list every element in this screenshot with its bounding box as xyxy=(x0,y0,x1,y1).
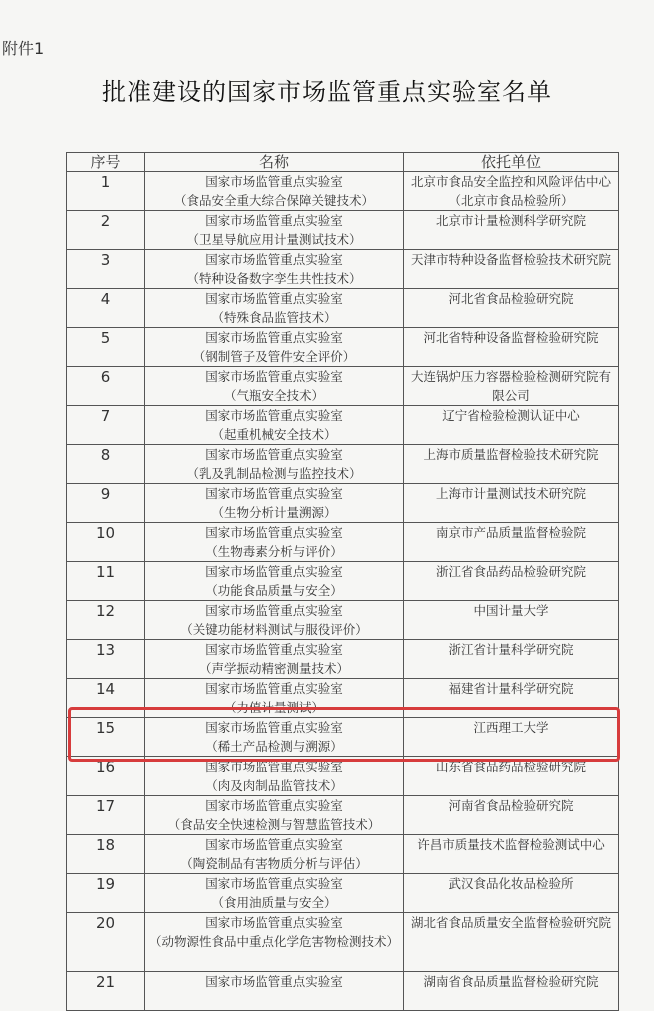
lab-focus-line: （生物分析计量溯源） xyxy=(211,505,337,520)
lab-focus-line: （声学振动精密测量技术） xyxy=(198,661,349,676)
lab-focus-line: （功能食品质量与安全） xyxy=(205,583,343,598)
lab-focus-line: （乳及乳制品检测与监控技术） xyxy=(186,466,362,481)
lab-name-line: 国家市场监管重点实验室 xyxy=(205,174,343,189)
column-header-name: 名称 xyxy=(145,153,404,172)
row-number: 13 xyxy=(67,640,145,679)
lab-name-cell xyxy=(145,172,404,211)
lab-name-cell xyxy=(145,640,404,679)
table-row xyxy=(67,406,619,445)
host-organization-cell: 上海市质量监督检验技术研究院 xyxy=(404,445,619,484)
lab-focus-line: （食用油质量与安全） xyxy=(211,895,337,910)
table-row xyxy=(67,796,619,835)
table-row xyxy=(67,211,619,250)
lab-name-line: 国家市场监管重点实验室 xyxy=(205,252,343,267)
table-row xyxy=(67,718,619,757)
lab-focus-line: （气瓶安全技术） xyxy=(223,388,324,403)
row-number: 9 xyxy=(67,484,145,523)
lab-focus-line: （特殊食品监管技术） xyxy=(211,310,337,325)
host-organization-cell: 中国计量大学 xyxy=(404,601,619,640)
row-number: 8 xyxy=(67,445,145,484)
lab-name-line: 国家市场监管重点实验室 xyxy=(205,486,343,501)
lab-name-cell xyxy=(145,289,404,328)
lab-name-cell xyxy=(145,211,404,250)
page-title: 批准建设的国家市场监管重点实验室名单 xyxy=(102,78,552,106)
table-row xyxy=(67,835,619,874)
table-row xyxy=(67,289,619,328)
lab-name-line: 国家市场监管重点实验室 xyxy=(205,798,343,813)
host-organization-cell: 武汉食品化妆品检验所 xyxy=(404,874,619,913)
host-organization-cell: 大连锅炉压力容器检验检测研究院有限公司 xyxy=(404,367,619,406)
lab-focus-line: （陶瓷制品有害物质分析与评估） xyxy=(180,856,368,871)
host-organization-cell: 辽宁省检验检测认证中心 xyxy=(404,406,619,445)
lab-name-line: 国家市场监管重点实验室 xyxy=(205,915,343,930)
row-number: 20 xyxy=(67,913,145,972)
row-number: 12 xyxy=(67,601,145,640)
host-organization-cell: 南京市产品质量监督检验院 xyxy=(404,523,619,562)
table-row xyxy=(67,523,619,562)
table-body xyxy=(67,172,619,1011)
row-number: 18 xyxy=(67,835,145,874)
lab-name-cell xyxy=(145,367,404,406)
row-number: 7 xyxy=(67,406,145,445)
row-number: 5 xyxy=(67,328,145,367)
lab-name-line: 国家市场监管重点实验室 xyxy=(205,876,343,891)
column-header-organization: 依托单位 xyxy=(404,153,619,172)
lab-focus-line: （起重机械安全技术） xyxy=(211,427,337,442)
lab-name-cell xyxy=(145,406,404,445)
lab-focus-line: （特种设备数字孪生共性技术） xyxy=(186,271,362,286)
table-row xyxy=(67,874,619,913)
lab-name-cell xyxy=(145,796,404,835)
row-number: 2 xyxy=(67,211,145,250)
row-number: 1 xyxy=(67,172,145,211)
row-number: 3 xyxy=(67,250,145,289)
lab-name-line: 国家市场监管重点实验室 xyxy=(205,447,343,462)
row-number: 15 xyxy=(67,718,145,757)
lab-name-line: 国家市场监管重点实验室 xyxy=(205,974,343,989)
lab-focus-line: （稀土产品检测与溯源） xyxy=(205,739,343,754)
row-number: 21 xyxy=(67,972,145,1011)
lab-name-line: 国家市场监管重点实验室 xyxy=(205,369,343,384)
row-number: 4 xyxy=(67,289,145,328)
lab-focus-line: （钢制管子及管件安全评价） xyxy=(192,349,356,364)
lab-name-line: 国家市场监管重点实验室 xyxy=(205,330,343,345)
lab-focus-line: （动物源性食品中重点化学危害物检测技术） xyxy=(148,934,399,949)
lab-name-line: 国家市场监管重点实验室 xyxy=(205,525,343,540)
lab-focus-line: （关键功能材料测试与服役评价） xyxy=(180,622,368,637)
lab-name-line: 国家市场监管重点实验室 xyxy=(205,603,343,618)
attachment-label: 附件1 xyxy=(2,39,45,58)
table-row xyxy=(67,484,619,523)
host-organization-cell: 河北省食品检验研究院 xyxy=(404,289,619,328)
host-organization-cell: 河北省特种设备监督检验研究院 xyxy=(404,328,619,367)
host-organization-cell: 湖北省食品质量安全监督检验研究院 xyxy=(404,913,619,972)
lab-name-cell xyxy=(145,757,404,796)
lab-name-cell xyxy=(145,445,404,484)
lab-name-line: 国家市场监管重点实验室 xyxy=(205,213,343,228)
lab-name-line: 国家市场监管重点实验室 xyxy=(205,759,343,774)
row-number: 11 xyxy=(67,562,145,601)
lab-name-line: 国家市场监管重点实验室 xyxy=(205,681,343,696)
host-organization-cell: 北京市食品安全监控和风险评估中心（北京市食品检验所） xyxy=(404,172,619,211)
table-row xyxy=(67,172,619,211)
table-row xyxy=(67,679,619,718)
host-organization-cell: 北京市计量检测科学研究院 xyxy=(404,211,619,250)
host-organization-cell: 福建省计量科学研究院 xyxy=(404,679,619,718)
host-organization-cell: 上海市计量测试技术研究院 xyxy=(404,484,619,523)
host-organization-cell: 河南省食品检验研究院 xyxy=(404,796,619,835)
table-row xyxy=(67,913,619,972)
row-number: 14 xyxy=(67,679,145,718)
lab-focus-line: （食品安全快速检测与智慧监管技术） xyxy=(167,817,381,832)
lab-focus-line: （生物毒素分析与评价） xyxy=(205,544,343,559)
lab-list-table xyxy=(66,152,619,1011)
lab-name-cell xyxy=(145,523,404,562)
host-organization-cell: 山东省食品药品检验研究院 xyxy=(404,757,619,796)
table-row xyxy=(67,250,619,289)
lab-name-cell xyxy=(145,679,404,718)
lab-name-line: 国家市场监管重点实验室 xyxy=(205,408,343,423)
lab-name-cell xyxy=(145,913,404,972)
host-organization-cell: 天津市特种设备监督检验技术研究院 xyxy=(404,250,619,289)
lab-focus-line: （卫星导航应用计量测试技术） xyxy=(186,232,362,247)
row-number: 6 xyxy=(67,367,145,406)
lab-name-cell xyxy=(145,484,404,523)
table-header-row xyxy=(67,153,619,172)
table-row xyxy=(67,562,619,601)
host-organization-cell: 湖南省食品质量监督检验研究院 xyxy=(404,972,619,1011)
table-row xyxy=(67,640,619,679)
row-number: 16 xyxy=(67,757,145,796)
row-number: 19 xyxy=(67,874,145,913)
lab-name-cell xyxy=(145,972,404,1011)
row-number: 10 xyxy=(67,523,145,562)
lab-name-cell xyxy=(145,835,404,874)
table-row xyxy=(67,445,619,484)
row-number: 17 xyxy=(67,796,145,835)
lab-name-cell xyxy=(145,562,404,601)
lab-name-line: 国家市场监管重点实验室 xyxy=(205,837,343,852)
lab-name-line: 国家市场监管重点实验室 xyxy=(205,564,343,579)
table-row xyxy=(67,367,619,406)
table-row xyxy=(67,972,619,1011)
table-row xyxy=(67,601,619,640)
host-organization-cell: 浙江省计量科学研究院 xyxy=(404,640,619,679)
host-organization-cell: 江西理工大学 xyxy=(404,718,619,757)
lab-name-cell xyxy=(145,328,404,367)
lab-name-line: 国家市场监管重点实验室 xyxy=(205,642,343,657)
table-row xyxy=(67,328,619,367)
lab-name-cell xyxy=(145,250,404,289)
lab-focus-line: （食品安全重大综合保障关键技术） xyxy=(173,193,374,208)
lab-name-cell xyxy=(145,601,404,640)
host-organization-cell: 许昌市质量技术监督检验测试中心 xyxy=(404,835,619,874)
lab-focus-line: （肉及肉制品监管技术） xyxy=(205,778,343,793)
lab-name-line: 国家市场监管重点实验室 xyxy=(205,291,343,306)
host-organization-cell: 浙江省食品药品检验研究院 xyxy=(404,562,619,601)
lab-name-cell xyxy=(145,874,404,913)
lab-focus-line: （力值计量测试） xyxy=(223,700,324,715)
table-row xyxy=(67,757,619,796)
lab-name-line: 国家市场监管重点实验室 xyxy=(205,720,343,735)
lab-name-cell xyxy=(145,718,404,757)
column-header-number: 序号 xyxy=(67,153,145,172)
